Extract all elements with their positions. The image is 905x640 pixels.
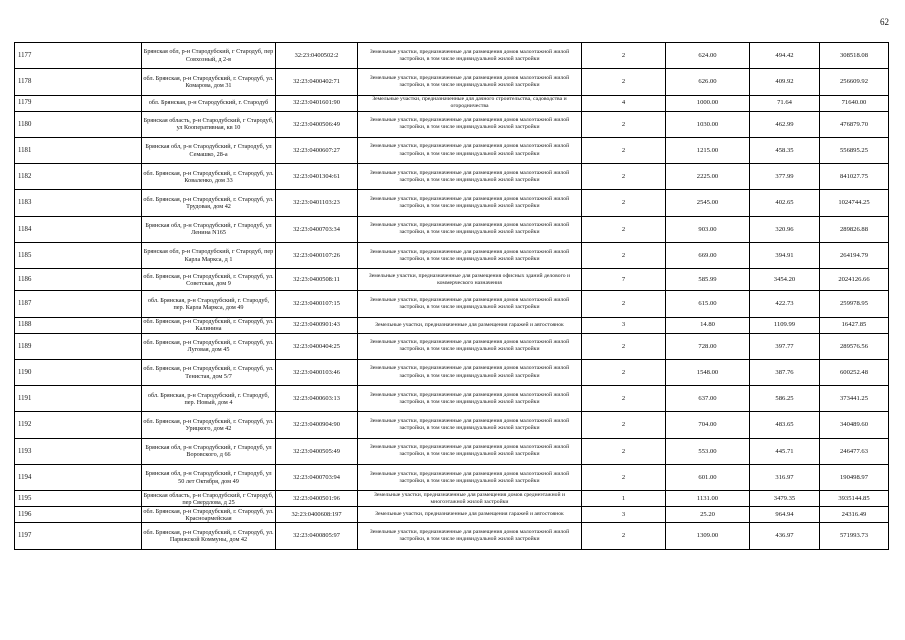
group-cell: 2 — [582, 333, 666, 359]
cadastral-value-cell: 71640.00 — [820, 95, 889, 111]
row-number-cell: 1183 — [15, 190, 142, 216]
row-number-cell: 1186 — [15, 269, 142, 291]
address-cell: обл. Брянская, р-н Стародубский, г. Стародуб, ул. Трудовая, дом 42 — [142, 190, 276, 216]
land-use-cell: Земельные участки, предназначенные для дачного строительства, садоводства и огородничества — [358, 95, 582, 111]
table-row — [15, 137, 889, 163]
group-cell: 1 — [582, 491, 666, 507]
cadastral-value-cell: 340489.60 — [820, 412, 889, 438]
land-use-cell: Земельные участки, предназначенные для размещения офисных зданий делового и коммерческого назначения — [358, 269, 582, 291]
row-number-cell: 1188 — [15, 317, 142, 333]
table-row — [15, 111, 889, 137]
area-cell: 624.00 — [666, 43, 750, 69]
cadastral-value-cell: 256609.92 — [820, 69, 889, 95]
specific-value-cell: 3479.35 — [750, 491, 820, 507]
cadastral-value-cell: 264194.79 — [820, 243, 889, 269]
group-cell: 2 — [582, 111, 666, 137]
cadastral-value-cell: 289826.88 — [820, 216, 889, 242]
specific-value-cell: 394.91 — [750, 243, 820, 269]
row-number-cell: 1180 — [15, 111, 142, 137]
area-cell: 2545.00 — [666, 190, 750, 216]
table-row — [15, 523, 889, 549]
row-number-cell: 1182 — [15, 164, 142, 190]
address-cell: обл. Брянская, р-н Стародубский, г. Стародуб, ул. Комарова, дом 31 — [142, 69, 276, 95]
table-row — [15, 95, 889, 111]
registry-table — [14, 42, 889, 550]
group-cell: 2 — [582, 69, 666, 95]
row-number-cell: 1194 — [15, 465, 142, 491]
land-use-cell: Земельные участки, предназначенные для размещения домов малоэтажной жилой застройки, в том числе индивидуальной жилой застройки — [358, 386, 582, 412]
row-number-cell: 1193 — [15, 438, 142, 464]
specific-value-cell: 71.64 — [750, 95, 820, 111]
table-row — [15, 216, 889, 242]
table-row — [15, 43, 889, 69]
table-row — [15, 412, 889, 438]
group-cell: 2 — [582, 386, 666, 412]
land-use-cell: Земельные участки, предназначенные для размещения домов малоэтажной жилой застройки, в том числе индивидуальной жилой застройки — [358, 216, 582, 242]
address-cell: Брянская обл, р-н Стародубский, г Стародуб, ул Семашко, 28-а — [142, 137, 276, 163]
table-row — [15, 291, 889, 317]
land-use-cell: Земельные участки, предназначенные для размещения гаражей и автостоянок — [358, 317, 582, 333]
area-cell: 669.00 — [666, 243, 750, 269]
area-cell: 1215.00 — [666, 137, 750, 163]
group-cell: 2 — [582, 216, 666, 242]
group-cell: 2 — [582, 291, 666, 317]
group-cell: 2 — [582, 523, 666, 549]
table-row — [15, 465, 889, 491]
cadastral-number-cell: 32:23:0400901:43 — [276, 317, 358, 333]
cadastral-number-cell: 32:23:0400603:13 — [276, 386, 358, 412]
address-cell: Брянская обл, р-н Стародубский, г Стародуб, ул Воровского, д 66 — [142, 438, 276, 464]
group-cell: 2 — [582, 137, 666, 163]
group-cell: 2 — [582, 243, 666, 269]
land-use-cell: Земельные участки, предназначенные для размещения домов малоэтажной жилой застройки, в том числе индивидуальной жилой застройки — [358, 137, 582, 163]
land-use-cell: Земельные участки, предназначенные для размещения домов среднеэтажной и многоэтажной жилой застройки — [358, 491, 582, 507]
table-row — [15, 386, 889, 412]
cadastral-value-cell: 373441.25 — [820, 386, 889, 412]
cadastral-number-cell: 32:23:0400505:49 — [276, 438, 358, 464]
land-use-cell: Земельные участки, предназначенные для размещения домов малоэтажной жилой застройки, в том числе индивидуальной жилой застройки — [358, 43, 582, 69]
cadastral-value-cell: 3935144.85 — [820, 491, 889, 507]
row-number-cell: 1177 — [15, 43, 142, 69]
area-cell: 1548.00 — [666, 359, 750, 385]
address-cell: обл. Брянская, р-н Стародубский, г. Стародуб, ул. Тенистая, дом 5/7 — [142, 359, 276, 385]
land-use-cell: Земельные участки, предназначенные для размещения домов малоэтажной жилой застройки, в том числе индивидуальной жилой застройки — [358, 243, 582, 269]
group-cell: 2 — [582, 43, 666, 69]
area-cell: 553.00 — [666, 438, 750, 464]
area-cell: 2225.00 — [666, 164, 750, 190]
table-row — [15, 491, 889, 507]
row-number-cell: 1195 — [15, 491, 142, 507]
table-row — [15, 359, 889, 385]
area-cell: 728.00 — [666, 333, 750, 359]
specific-value-cell: 387.76 — [750, 359, 820, 385]
land-use-cell: Земельные участки, предназначенные для размещения домов малоэтажной жилой застройки, в том числе индивидуальной жилой застройки — [358, 359, 582, 385]
group-cell: 3 — [582, 507, 666, 523]
cadastral-value-cell: 2024126.66 — [820, 269, 889, 291]
cadastral-number-cell: 32:23:0401601:90 — [276, 95, 358, 111]
table-row — [15, 317, 889, 333]
area-cell: 615.00 — [666, 291, 750, 317]
address-cell: Брянская обл, р-н Стародубский, г Стародуб, пер Карла Маркса, д 1 — [142, 243, 276, 269]
group-cell: 2 — [582, 412, 666, 438]
row-number-cell: 1189 — [15, 333, 142, 359]
cadastral-number-cell: 32:23:0401103:23 — [276, 190, 358, 216]
group-cell: 2 — [582, 190, 666, 216]
specific-value-cell: 316.97 — [750, 465, 820, 491]
land-use-cell: Земельные участки, предназначенные для размещения домов малоэтажной жилой застройки, в том числе индивидуальной жилой застройки — [358, 190, 582, 216]
specific-value-cell: 422.73 — [750, 291, 820, 317]
table-row — [15, 333, 889, 359]
address-cell: обл. Брянская, р-н Стародубский, г. Стародуб, ул. Луговая, дом 45 — [142, 333, 276, 359]
cadastral-value-cell: 24316.49 — [820, 507, 889, 523]
address-cell: Брянская область, р-н Стародубский, г Стародуб, ул Кооперативная, кв 10 — [142, 111, 276, 137]
area-cell: 1030.00 — [666, 111, 750, 137]
specific-value-cell: 402.65 — [750, 190, 820, 216]
cadastral-value-cell: 571993.73 — [820, 523, 889, 549]
cadastral-number-cell: 32:23:0400402:71 — [276, 69, 358, 95]
area-cell: 626.00 — [666, 69, 750, 95]
specific-value-cell: 377.99 — [750, 164, 820, 190]
row-number-cell: 1185 — [15, 243, 142, 269]
address-cell: Брянская область, р-н Стародубский, г Стародуб, пер Свердлова, д 25 — [142, 491, 276, 507]
specific-value-cell: 494.42 — [750, 43, 820, 69]
specific-value-cell: 320.96 — [750, 216, 820, 242]
cadastral-value-cell: 308518.08 — [820, 43, 889, 69]
land-use-cell: Земельные участки, предназначенные для размещения домов малоэтажной жилой застройки, в том числе индивидуальной жилой застройки — [358, 69, 582, 95]
address-cell: обл. Брянская, р-н Стародубский, г. Стародуб, ул. Урицкого, дом 42 — [142, 412, 276, 438]
row-number-cell: 1187 — [15, 291, 142, 317]
specific-value-cell: 445.71 — [750, 438, 820, 464]
group-cell: 7 — [582, 269, 666, 291]
land-use-cell: Земельные участки, предназначенные для размещения домов малоэтажной жилой застройки, в том числе индивидуальной жилой застройки — [358, 164, 582, 190]
cadastral-value-cell: 841027.75 — [820, 164, 889, 190]
cadastral-number-cell: 32:23:0400107:15 — [276, 291, 358, 317]
row-number-cell: 1181 — [15, 137, 142, 163]
registry-body — [15, 43, 889, 550]
area-cell: 637.00 — [666, 386, 750, 412]
area-cell: 601.00 — [666, 465, 750, 491]
specific-value-cell: 964.94 — [750, 507, 820, 523]
table-row — [15, 243, 889, 269]
row-number-cell: 1192 — [15, 412, 142, 438]
table-row — [15, 69, 889, 95]
row-number-cell: 1197 — [15, 523, 142, 549]
address-cell: Брянская обл, р-н Стародубский, г Стародуб, ул 50 лет Октября, дом 49 — [142, 465, 276, 491]
cadastral-value-cell: 1024744.25 — [820, 190, 889, 216]
land-use-cell: Земельные участки, предназначенные для размещения домов малоэтажной жилой застройки, в том числе индивидуальной жилой застройки — [358, 333, 582, 359]
specific-value-cell: 483.65 — [750, 412, 820, 438]
land-use-cell: Земельные участки, предназначенные для размещения гаражей и автостоянок — [358, 507, 582, 523]
specific-value-cell: 462.99 — [750, 111, 820, 137]
cadastral-number-cell: 32:23:0401304:61 — [276, 164, 358, 190]
address-cell: Брянская обл, р-н Стародубский, г Стародуб, ул Ленина N165 — [142, 216, 276, 242]
cadastral-number-cell: 32:23:0400506:49 — [276, 111, 358, 137]
cadastral-number-cell: 32:23:0400703:94 — [276, 465, 358, 491]
group-cell: 4 — [582, 95, 666, 111]
cadastral-value-cell: 476879.70 — [820, 111, 889, 137]
table-row — [15, 190, 889, 216]
cadastral-number-cell: 32:23:0400502:2 — [276, 43, 358, 69]
row-number-cell: 1178 — [15, 69, 142, 95]
land-use-cell: Земельные участки, предназначенные для размещения домов малоэтажной жилой застройки, в том числе индивидуальной жилой застройки — [358, 523, 582, 549]
cadastral-number-cell: 32:23:0400608:197 — [276, 507, 358, 523]
address-cell: обл. Брянская, р-н Стародубский, г. Стародуб, ул. Калинина — [143, 317, 274, 333]
group-cell: 2 — [582, 438, 666, 464]
area-cell: 903.00 — [666, 216, 750, 242]
cadastral-number-cell: 32:23:0400501:96 — [276, 491, 358, 507]
cadastral-number-cell: 32:23:0400805:97 — [276, 523, 358, 549]
page-number: 62 — [880, 17, 889, 27]
table-row — [15, 164, 889, 190]
cadastral-value-cell: 246477.63 — [820, 438, 889, 464]
table-row — [15, 269, 889, 291]
row-number-cell: 1179 — [15, 95, 142, 111]
cadastral-value-cell: 259978.95 — [820, 291, 889, 317]
specific-value-cell: 397.77 — [750, 333, 820, 359]
group-cell: 3 — [582, 317, 666, 333]
address-cell: обл. Брянская, р-н Стародубский, г. Стародуб, пер. Новый, дом 4 — [142, 386, 276, 412]
specific-value-cell: 586.25 — [750, 386, 820, 412]
cadastral-number-cell: 32:23:0400703:34 — [276, 216, 358, 242]
address-cell: обл. Брянская, р-н Стародубский, г. Стародуб — [142, 95, 276, 111]
specific-value-cell: 1109.99 — [750, 317, 820, 333]
address-cell: Брянская обл, р-н Стародубский, г Стародуб, пер Совхозный, д 2-в — [142, 43, 276, 69]
row-number-cell: 1184 — [15, 216, 142, 242]
land-use-cell: Земельные участки, предназначенные для размещения домов малоэтажной жилой застройки, в том числе индивидуальной жилой застройки — [358, 111, 582, 137]
group-cell: 2 — [582, 465, 666, 491]
address-cell: обл. Брянская, р-н Стародубский, г. Стародуб, ул. Коваленко, дом 33 — [142, 164, 276, 190]
address-cell: обл. Брянская, р-н Стародубский, г. Стародуб, ул. Советская, дом 9 — [142, 269, 276, 291]
land-use-cell: Земельные участки, предназначенные для размещения домов малоэтажной жилой застройки, в том числе индивидуальной жилой застройки — [358, 412, 582, 438]
specific-value-cell: 458.35 — [750, 137, 820, 163]
row-number-cell: 1191 — [15, 386, 142, 412]
area-cell: 25.20 — [666, 507, 750, 523]
area-cell: 585.99 — [666, 269, 750, 291]
area-cell: 704.00 — [666, 412, 750, 438]
row-number-cell: 1190 — [15, 359, 142, 385]
cadastral-value-cell: 556895.25 — [820, 137, 889, 163]
land-use-cell: Земельные участки, предназначенные для размещения домов малоэтажной жилой застройки, в том числе индивидуальной жилой застройки — [358, 438, 582, 464]
land-use-cell: Земельные участки, предназначенные для размещения домов малоэтажной жилой застройки, в том числе индивидуальной жилой застройки — [358, 291, 582, 317]
group-cell: 2 — [582, 359, 666, 385]
cadastral-number-cell: 32:23:0400508:11 — [276, 269, 358, 291]
area-cell: 14.80 — [666, 317, 750, 333]
cadastral-number-cell: 32:23:0400103:46 — [276, 359, 358, 385]
group-cell: 2 — [582, 164, 666, 190]
cadastral-number-cell: 32:23:0400607:27 — [276, 137, 358, 163]
table-row — [15, 438, 889, 464]
cadastral-value-cell: 16427.85 — [820, 317, 889, 333]
specific-value-cell: 409.92 — [750, 69, 820, 95]
specific-value-cell: 436.97 — [750, 523, 820, 549]
table-row — [15, 507, 889, 523]
cadastral-value-cell: 289576.56 — [820, 333, 889, 359]
cadastral-value-cell: 190498.97 — [820, 465, 889, 491]
area-cell: 1309.00 — [666, 523, 750, 549]
cadastral-number-cell: 32:23:0400404:25 — [276, 333, 358, 359]
address-cell: обл. Брянская, р-н Стародубский, г. Стародуб, ул. Парижской Коммуны, дом 42 — [142, 523, 276, 549]
land-use-cell: Земельные участки, предназначенные для размещения домов малоэтажной жилой застройки, в том числе индивидуальной жилой застройки — [358, 465, 582, 491]
cadastral-number-cell: 32:23:0400904:90 — [276, 412, 358, 438]
address-cell: обл. Брянская, р-н Стародубский, г. Стародуб, ул. Красноармейская — [143, 507, 274, 522]
specific-value-cell: 3454.20 — [750, 269, 820, 291]
row-number-cell: 1196 — [15, 507, 142, 523]
area-cell: 1000.00 — [666, 95, 750, 111]
cadastral-number-cell: 32:23:0400107:26 — [276, 243, 358, 269]
address-cell: обл. Брянская, р-н Стародубский, г. Стародуб, пер. Карла Маркса, дом 49 — [142, 291, 276, 317]
area-cell: 1131.00 — [666, 491, 750, 507]
cadastral-value-cell: 600252.48 — [820, 359, 889, 385]
